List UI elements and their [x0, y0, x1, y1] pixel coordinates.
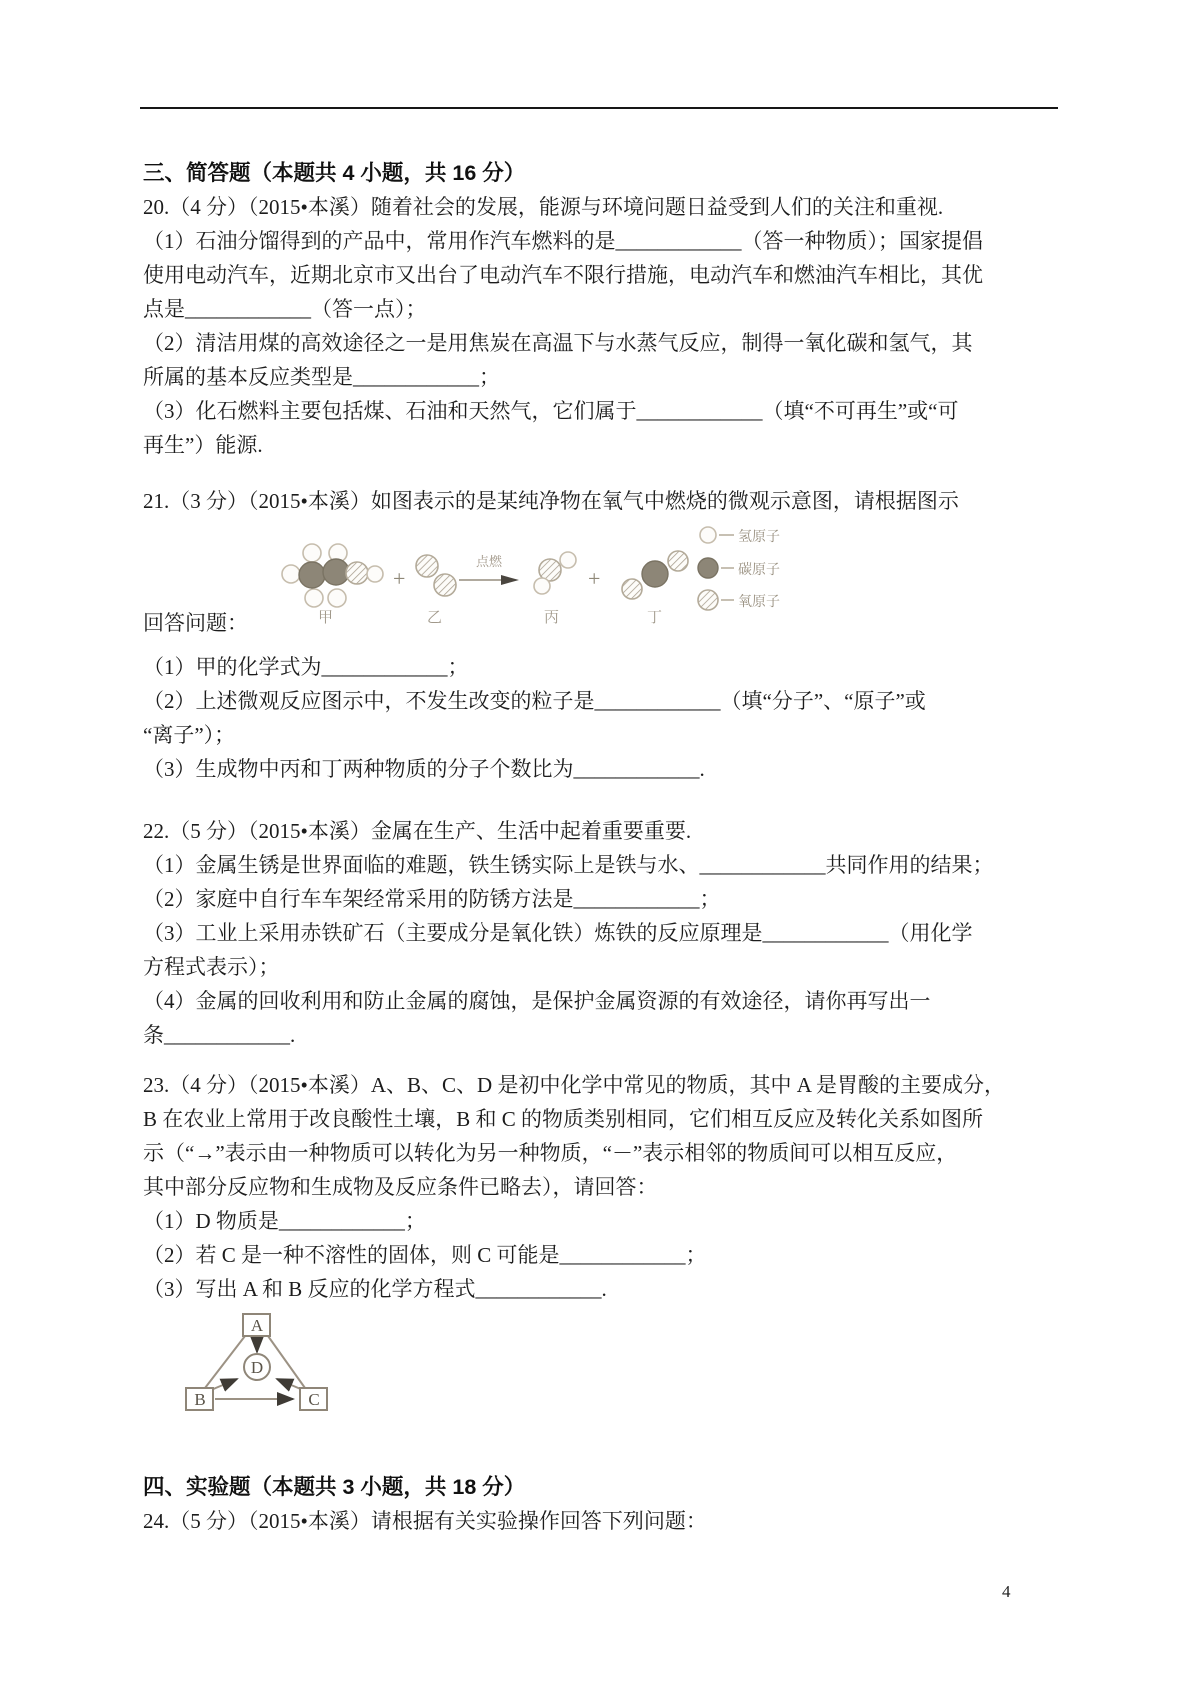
legend-hydrogen-label: 氢原子 — [738, 530, 780, 545]
molecule-bing-water — [534, 552, 576, 594]
hydrogen-atom-icon — [303, 544, 321, 562]
node-label-a: A — [250, 1316, 264, 1335]
carbon-atom-icon — [323, 559, 349, 585]
q21-intro: 21.（3 分）（2015•本溪）如图表示的是某纯净物在氧气中燃烧的微观示意图，请根据图示 — [143, 489, 959, 513]
ignite-label: 点燃 — [476, 554, 503, 569]
oxygen-atom-icon — [668, 551, 688, 571]
q21-line: “离子”）； — [143, 723, 236, 747]
hydrogen-atom-icon — [560, 552, 576, 568]
edge-a-b — [205, 1336, 245, 1388]
legend-carbon-label: 碳原子 — [738, 563, 780, 578]
q20-line: 使用电动汽车，近期北京市又出台了电动汽车不限行措施，电动汽车和燃油汽车相比，其优 — [143, 263, 983, 287]
oxygen-atom-icon — [346, 562, 368, 584]
molecule-jia — [282, 544, 383, 607]
q22-line: 条____________. — [143, 1023, 296, 1047]
q23-line: （3）写出 A 和 B 反应的化学方程式____________. — [143, 1277, 607, 1301]
page-number: 4 — [1002, 1582, 1011, 1601]
q20-line: 20.（4 分）（2015•本溪）随着社会的发展，能源与环境问题日益受到人们的关注和重视. — [143, 195, 944, 219]
plus-sign: + — [588, 566, 601, 591]
carbon-atom-icon — [299, 562, 325, 588]
oxygen-atom-icon — [416, 555, 438, 577]
q20-line: （2）清洁用煤的高效途径之一是用焦炭在高温下与水蒸气反应，制得一氧化碳和氢气，其 — [143, 331, 973, 355]
relation-diagram-svg — [153, 1310, 363, 1422]
substance-label-jia: 甲 — [318, 610, 334, 624]
substance-label-yi: 乙 — [427, 610, 443, 624]
page-content — [143, 156, 1073, 1538]
hydrogen-atom-icon — [700, 527, 716, 543]
q20-line: （1）石油分馏得到的产品中，常用作汽车燃料的是____________（答一种物质）；国家提倡 — [143, 229, 983, 253]
hydrogen-atom-icon — [328, 589, 346, 607]
edge-a-c — [268, 1336, 305, 1388]
q23-line: 示（“→”表示由一种物质可以转化为另一种物质，“－”表示相邻的物质间可以相互反应， — [143, 1141, 958, 1165]
q22-line: （3）工业上采用赤铁矿石（主要成分是氧化铁）炼铁的反应原理是____________（用化学 — [143, 921, 973, 945]
atom-legend — [698, 527, 780, 610]
node-label-d: D — [250, 1358, 264, 1377]
q23-line: 其中部分反应物和生成物及反应条件已略去），请回答： — [143, 1175, 658, 1199]
legend-oxygen-label: 氧原子 — [738, 595, 780, 610]
q24-line: 24.（5 分）（2015•本溪）请根据有关实验操作回答下列问题： — [143, 1509, 707, 1533]
reaction-arrow-icon — [459, 575, 519, 585]
q23-line: B 在农业上常用于改良酸性土壤，B 和 C 的物质类别相同，它们相互反应及转化关系如图所 — [143, 1107, 984, 1131]
q23-relation-diagram — [153, 1310, 1073, 1422]
hydrogen-atom-icon — [305, 589, 323, 607]
hydrogen-atom-icon — [282, 565, 300, 583]
substance-label-ding: 丁 — [647, 610, 663, 624]
section3-heading: 三、简答题（本题共 4 小题，共 16 分） — [143, 161, 526, 185]
q22-line: （4）金属的回收利用和防止金属的腐蚀，是保护金属资源的有效途径，请你再写出一 — [143, 989, 931, 1013]
substance-label-bing: 丙 — [544, 610, 560, 624]
header-rule — [140, 107, 1058, 109]
molecule-ding-carbon-dioxide — [622, 551, 688, 599]
carbon-atom-icon — [698, 558, 718, 578]
micro-reaction-svg — [255, 522, 800, 624]
section4-heading: 四、实验题（本题共 3 小题，共 18 分） — [143, 1475, 526, 1499]
q22-line: 22.（5 分）（2015•本溪）金属在生产、生活中起着重要重要. — [143, 819, 692, 843]
q22-line: 方程式表示）； — [143, 955, 280, 979]
q21-line: （3）生成物中丙和丁两种物质的分子个数比为____________. — [143, 757, 705, 781]
hydrogen-atom-icon — [367, 566, 383, 582]
oxygen-atom-icon — [698, 590, 718, 610]
node-label-b: B — [194, 1390, 206, 1409]
q20-line: 点是____________（答一点）； — [143, 297, 427, 321]
q20-line: 所属的基本反应类型是____________； — [143, 365, 500, 389]
node-label-c: C — [308, 1390, 320, 1409]
q23-line: （1）D 物质是____________； — [143, 1209, 426, 1233]
q23-line: 23.（4 分）（2015•本溪）A、B、C、D 是初中化学中常见的物质，其中 A 是胃酸的主要成分， — [143, 1073, 1005, 1097]
oxygen-atom-icon — [434, 574, 456, 596]
hydrogen-atom-icon — [534, 578, 550, 594]
q22-line: （1）金属生锈是世界面临的难题，铁生锈实际上是铁与水、____________共同作用的结果； — [143, 853, 994, 877]
q20-line: （3）化石燃料主要包括煤、石油和天然气，它们属于____________（填“不可再生”或“可 — [143, 399, 959, 423]
molecule-yi-oxygen — [416, 555, 456, 596]
q23-line: （2）若 C 是一种不溶性的固体，则 C 可能是____________； — [143, 1243, 707, 1267]
q22-line: （2）家庭中自行车车架经常采用的防锈方法是____________； — [143, 887, 721, 911]
arrow-b-to-d — [211, 1379, 237, 1390]
carbon-atom-icon — [642, 561, 668, 587]
plus-sign: + — [393, 566, 406, 591]
q21-line: （1）甲的化学式为____________； — [143, 655, 469, 679]
oxygen-atom-icon — [622, 579, 642, 599]
q20-line: 再生”）能源. — [143, 433, 263, 457]
q21-answer-prompt: 回答问题： — [143, 611, 248, 635]
q21-line: （2）上述微观反应图示中，不发生改变的粒子是____________（填“分子”、“原子”或 — [143, 689, 926, 713]
